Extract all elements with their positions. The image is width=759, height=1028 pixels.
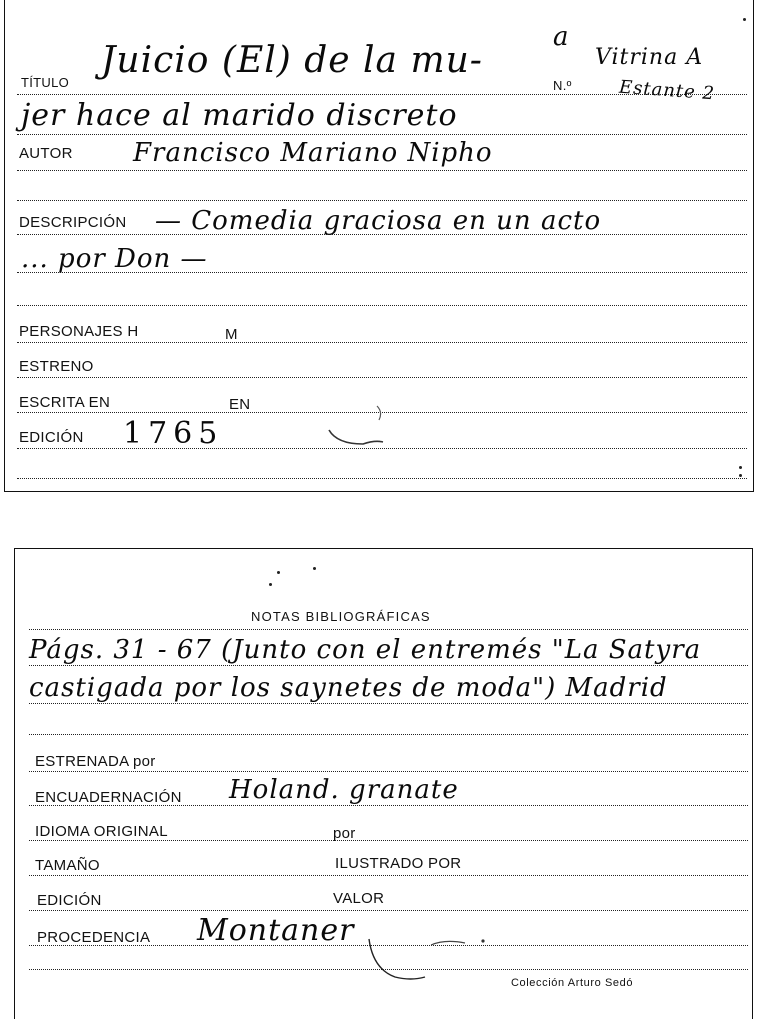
value-descripcion-line1: — Comedia graciosa en un acto	[155, 206, 602, 236]
rule-estreno	[17, 377, 747, 378]
value-notas-line1: Págs. 31 - 67 (Junto con el entremés "La Satyra	[29, 635, 702, 665]
value-numero-sup: a	[553, 22, 570, 52]
rule-autor	[17, 170, 747, 171]
label-valor: VALOR	[333, 890, 385, 907]
label-edicion: EDICIÓN	[19, 429, 84, 446]
label-idioma-por: por	[333, 825, 356, 842]
rule-notas-1	[29, 629, 748, 630]
value-procedencia: Montaner	[197, 913, 355, 948]
value-vitrina: Vitrina A	[595, 45, 704, 70]
value-estante: Estante 2	[618, 76, 716, 105]
speck	[269, 583, 272, 586]
speck	[739, 474, 742, 477]
label-ilustrado-por: ILUSTRADO POR	[335, 855, 462, 872]
rule-titulo-2	[17, 134, 747, 135]
speck	[313, 567, 316, 570]
rule-tamano	[29, 875, 748, 876]
speck	[277, 571, 280, 574]
label-edicion-b: EDICIÓN	[37, 892, 102, 909]
rule-notas-3	[29, 703, 748, 704]
label-descripcion: DESCRIPCIÓN	[19, 214, 127, 231]
rule-bottom	[17, 478, 747, 479]
rule-notas-2	[29, 665, 748, 666]
value-edicion: 1765	[123, 416, 224, 451]
catalog-card-back	[14, 548, 753, 1019]
rule-personajes	[17, 342, 747, 343]
speck	[743, 18, 746, 21]
label-personajes: PERSONAJES H	[19, 323, 139, 340]
label-numero: N.º	[553, 78, 572, 93]
value-encuadernacion: Holand. granate	[229, 775, 459, 805]
ink-smudge	[323, 400, 393, 450]
label-escrita-en-2: EN	[229, 396, 251, 413]
rule-edicion-b	[29, 910, 748, 911]
ink-smudge	[355, 929, 495, 989]
label-personajes-m: M	[225, 326, 238, 343]
label-encuadernacion: ENCUADERNACIÓN	[35, 789, 182, 806]
notas-heading: NOTAS BIBLIOGRÁFICAS	[251, 609, 431, 624]
value-descripcion-line2: ... por Don —	[21, 244, 208, 274]
label-escrita-en: ESCRITA EN	[19, 394, 111, 411]
rule-autor-2	[17, 200, 747, 201]
label-autor: AUTOR	[19, 145, 73, 162]
rule-notas-4	[29, 734, 748, 735]
rule-idioma	[29, 840, 748, 841]
rule-estrenada	[29, 771, 748, 772]
speck	[739, 466, 742, 469]
label-tamano: TAMAÑO	[35, 857, 100, 874]
label-titulo: TÍTULO	[21, 75, 70, 90]
catalog-card-front	[4, 0, 754, 492]
label-procedencia: PROCEDENCIA	[37, 929, 151, 946]
rule-descripcion-3	[17, 305, 747, 306]
value-titulo-line2: jer hace al marido discreto	[21, 98, 458, 133]
label-idioma-original: IDIOMA ORIGINAL	[35, 823, 168, 840]
footer-coleccion: Colección Arturo Sedó	[511, 977, 634, 989]
value-autor: Francisco Mariano Nipho	[133, 138, 493, 168]
label-estreno: ESTRENO	[19, 358, 94, 375]
label-estrenada-por: ESTRENADA por	[35, 753, 156, 770]
value-notas-line2: castigada por los saynetes de moda") Madrid	[29, 673, 668, 703]
value-titulo-line1: Juicio (El) de la mu-	[101, 40, 483, 81]
